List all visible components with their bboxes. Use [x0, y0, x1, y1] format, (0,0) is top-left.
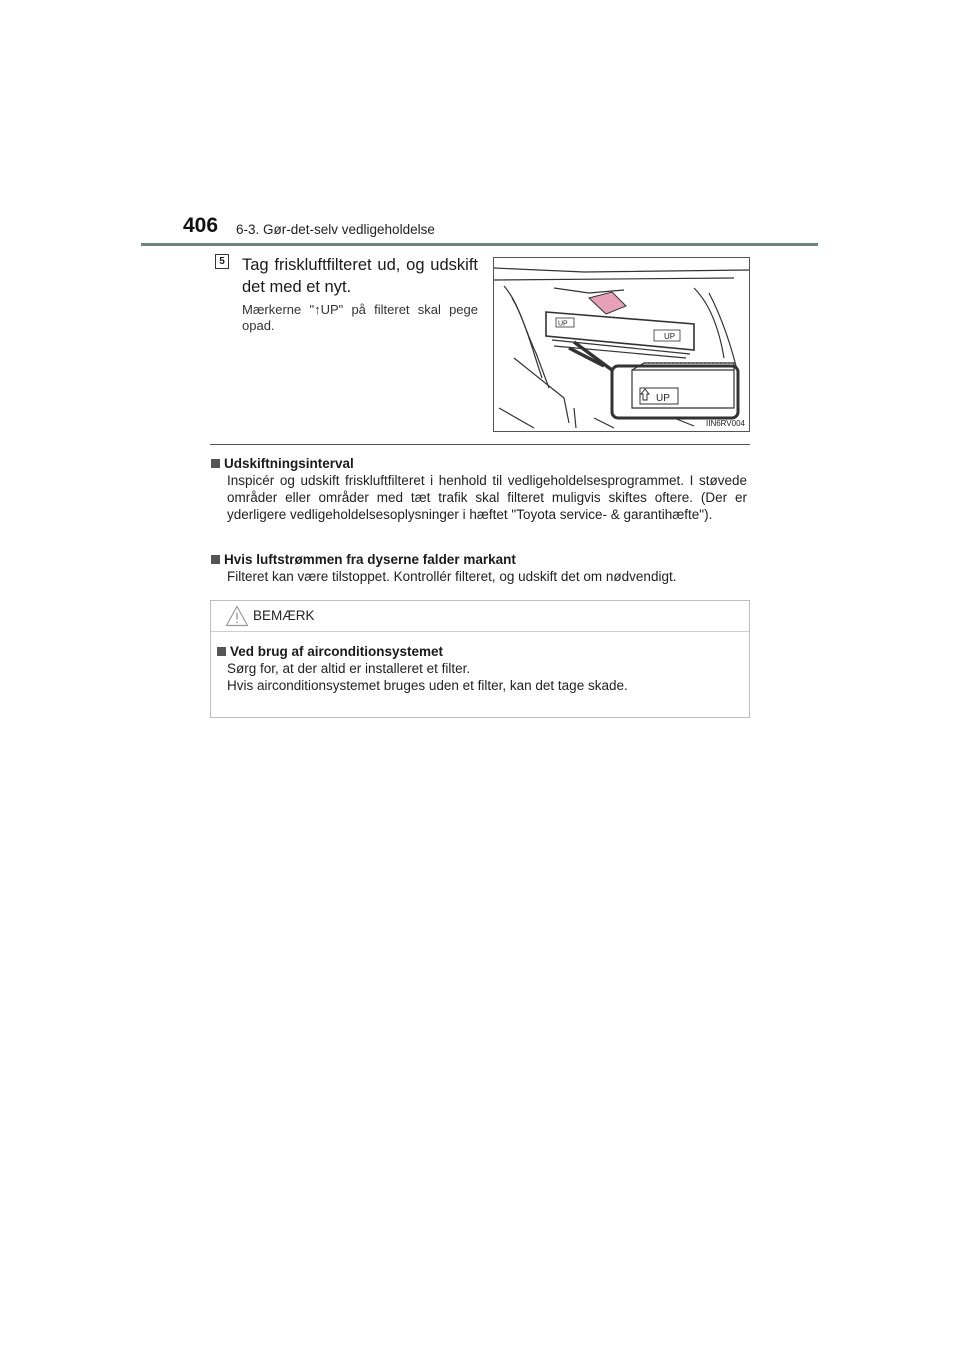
notice-title: BEMÆRK: [253, 608, 315, 623]
step-number-badge: 5: [215, 254, 229, 269]
header-divider: [141, 243, 818, 246]
info-heading: [211, 551, 747, 568]
figure-up-label-large: UP: [656, 393, 670, 404]
notice-header: [211, 601, 749, 632]
info-item-interval: [211, 455, 747, 523]
figure-up-label-small-1: UP: [558, 320, 568, 328]
info-heading: [211, 455, 747, 472]
notice-box: [210, 600, 750, 718]
notice-heading: [217, 643, 737, 660]
page-number: 406: [183, 214, 219, 237]
filter-drawing: [494, 258, 749, 431]
notice-body: [217, 643, 737, 694]
info-body: Inspicér og udskift friskluftfilteret i henhold til vedligeholdelsesprogrammet. I støvede områder eller områder med tæt trafik skal filteret muligvis skiftes oftere. (Der er yderligere vedligeholdelsesoplysninger i hæftet "Toyota service- & garantihæfte").: [227, 473, 747, 522]
section-title: 6-3. Gør-det-selv vedligeholdelse: [236, 222, 435, 237]
notice-heading-text: Ved brug af airconditionsystemet: [230, 644, 444, 659]
info-heading-text: Udskiftningsinterval: [224, 456, 354, 471]
square-bullet-icon: [211, 555, 220, 564]
info-body: Filteret kan være tilstoppet. Kontrollér filteret, og udskift det om nødvendigt.: [227, 569, 677, 584]
figure-up-label-small-2: UP: [664, 332, 676, 341]
info-heading-text: Hvis luftstrømmen fra dyserne falder markant: [224, 552, 516, 567]
square-bullet-icon: [211, 459, 220, 468]
step-note: Mærkerne "↑UP" på filteret skal pege opad.: [242, 302, 478, 333]
section-divider: [210, 444, 750, 445]
square-bullet-icon: [217, 647, 226, 656]
notice-line: Sørg for, at der altid er installeret et filter.: [227, 661, 471, 676]
warning-triangle-icon: [225, 605, 249, 627]
step-instruction: Tag friskluftfilteret ud, og udskift det med et nyt.: [242, 256, 478, 296]
figure-code: IIN6RV004: [706, 419, 745, 428]
info-item-airflow: [211, 551, 747, 585]
notice-line: Hvis airconditionsystemet bruges uden et filter, kan det tage skade.: [227, 678, 628, 693]
filter-illustration: [493, 257, 750, 432]
